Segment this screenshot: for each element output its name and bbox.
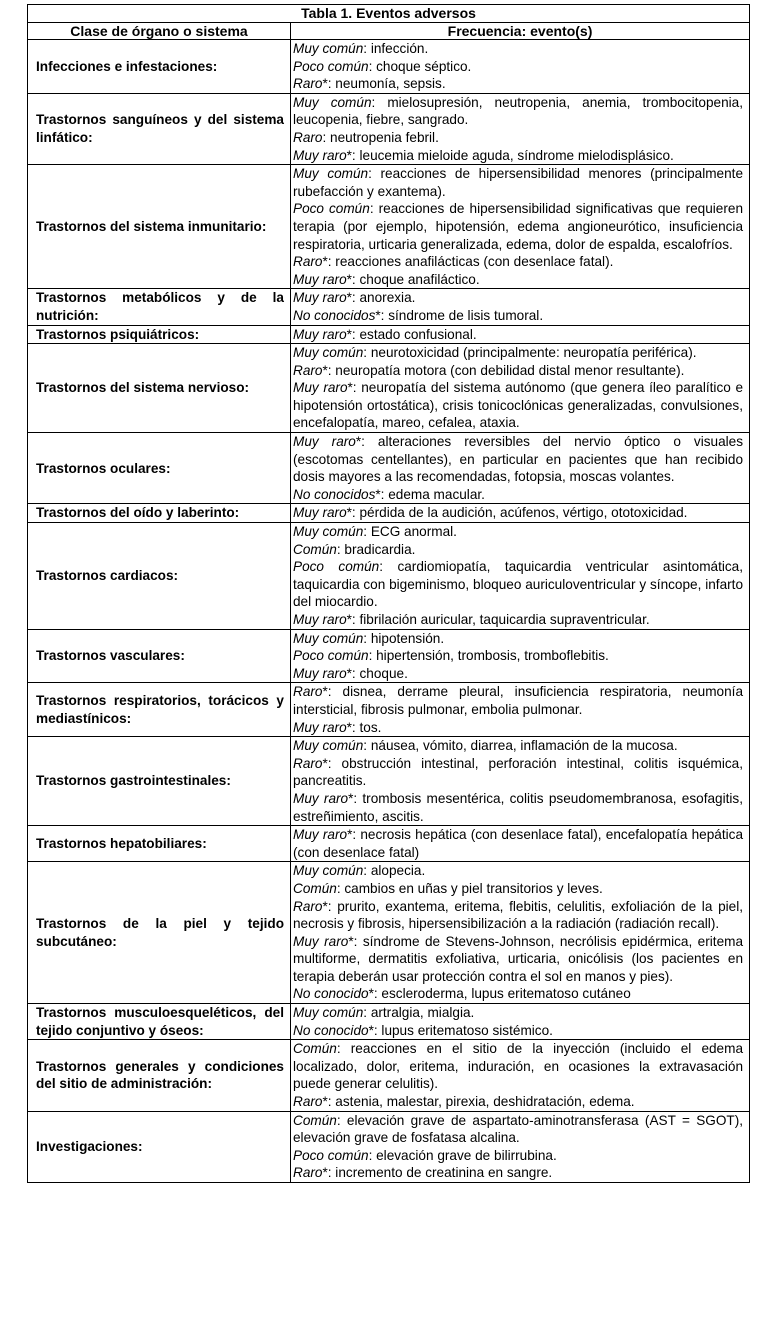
frequency-entry — [293, 755, 743, 790]
frequency-label: Raro — [293, 76, 323, 92]
frequency-entry — [293, 344, 743, 362]
frequency-cell — [291, 737, 750, 826]
frequency-entry — [293, 271, 743, 289]
frequency-entry — [293, 1040, 743, 1093]
event-list: : artralgia, mialgia. — [363, 1005, 475, 1021]
frequency-cell — [291, 40, 750, 94]
frequency-label: Muy común — [293, 41, 364, 56]
frequency-entry — [293, 1004, 743, 1022]
event-list: *: neuropatía motora (con debilidad distal menor resultante). — [322, 362, 685, 378]
frequency-label: Raro — [293, 254, 323, 270]
frequency-entry — [293, 880, 743, 898]
table-row — [28, 325, 750, 344]
frequency-label: Poco común — [293, 559, 380, 575]
frequency-cell — [291, 1004, 750, 1040]
organ-class-cell: Trastornos metabólicos y de la nutrición: — [28, 289, 291, 325]
table-row — [28, 504, 750, 523]
frequency-label: No conocidos — [293, 307, 376, 323]
event-list: : choque séptico. — [368, 58, 472, 74]
event-list: *: síndrome de lisis tumoral. — [375, 307, 544, 323]
event-list: : neurotoxicidad (principalmente: neuropatía periférica). — [363, 345, 697, 361]
frequency-label: Común — [293, 1041, 337, 1057]
frequency-entry — [293, 790, 743, 825]
frequency-entry — [293, 985, 743, 1003]
table-row — [28, 683, 750, 737]
table-row — [28, 826, 750, 862]
event-list: *: necrosis hepática (con desenlace fatal), encefalopatía hepática (con desenlace fatal) — [293, 827, 744, 860]
organ-class-cell: Trastornos gastrointestinales: — [28, 737, 291, 826]
organ-class-cell: Trastornos del sistema nervioso: — [28, 344, 291, 433]
table-row — [28, 40, 750, 94]
event-list: : reacciones de hipersensibilidad significativas que requieren terapia (por ejemplo, hipotensión, edema angioneurótico, insuficiencia respiratoria, urticaria generalizada, edema, dolor de espalda, escalofríos. — [293, 201, 744, 252]
frequency-label: Muy raro — [293, 290, 347, 306]
organ-class-cell: Trastornos oculares: — [28, 433, 291, 504]
frequency-cell — [291, 325, 750, 344]
event-list: *: trombosis mesentérica, colitis pseudomembranosa, esofagitis, estreñimiento, ascitis. — [293, 790, 743, 824]
frequency-label: Común — [293, 1112, 337, 1128]
frequency-label: Raro — [293, 129, 323, 145]
event-list: : mielosupresión, neutropenia, anemia, trombocitopenia, leucopenia, fiebre, sangrado. — [293, 94, 744, 128]
table-row — [28, 737, 750, 826]
event-list: *: incremento de creatinina en sangre. — [322, 1165, 553, 1181]
frequency-cell — [291, 826, 750, 862]
frequency-label: Muy raro — [293, 271, 347, 287]
frequency-entry — [293, 898, 743, 933]
frequency-label: Muy común — [293, 524, 364, 540]
event-list: *: choque anafiláctico. — [346, 271, 480, 287]
organ-class-cell: Trastornos respiratorios, torácicos y mediastínicos: — [28, 683, 291, 737]
event-list: *: escleroderma, lupus eritematoso cutáneo — [368, 986, 631, 1002]
event-list: *: neuropatía del sistema autónomo (que genera íleo paralítico e hipotensión ortostática), crisis tonicoclónicas generalizadas, convulsiones, encefalopatía, mareo, cefalea, ataxia. — [293, 380, 744, 431]
frequency-entry — [293, 58, 743, 76]
event-list: : hipotensión. — [363, 630, 445, 646]
column-header-category: Clase de órgano o sistema — [28, 23, 291, 40]
frequency-cell — [291, 504, 750, 523]
frequency-label: Poco común — [293, 1147, 369, 1163]
frequency-entry — [293, 665, 743, 683]
event-list: *: astenia, malestar, pirexia, deshidratación, edema. — [322, 1094, 635, 1110]
frequency-cell — [291, 523, 750, 630]
event-list: *: prurito, exantema, eritema, flebitis, celulitis, exfoliación de la piel, necrosis y fibrosis, hipersensibilización a la radiación (radiación recall). — [293, 898, 744, 932]
frequency-label: Muy raro — [293, 719, 347, 735]
frequency-entry — [293, 1164, 743, 1182]
frequency-entry — [293, 719, 743, 737]
table-row — [28, 1111, 750, 1182]
frequency-entry — [293, 1093, 743, 1111]
frequency-entry — [293, 129, 743, 147]
frequency-entry — [293, 486, 743, 504]
table-title-row — [28, 5, 750, 23]
frequency-entry — [293, 253, 743, 271]
frequency-cell — [291, 1111, 750, 1182]
frequency-label: No conocido — [293, 1022, 369, 1038]
organ-class-cell: Trastornos cardiacos: — [28, 523, 291, 630]
frequency-label: Raro — [293, 898, 323, 914]
organ-class-cell: Trastornos de la piel y tejido subcutáneo: — [28, 862, 291, 1004]
event-list: *: síndrome de Stevens-Johnson, necrólisis epidérmica, eritema multiforme, dermatitis exfoliativa, urticaria, onicólisis (los pacientes en terapia deberán usar protección contra el sol en manos y pies). — [293, 933, 744, 984]
frequency-entry — [293, 826, 743, 861]
frequency-label: Raro — [293, 362, 323, 378]
frequency-entry — [293, 379, 743, 432]
event-list: *: alteraciones reversibles del nervio óptico o visuales (escotomas centellantes), en particular en pacientes que han recibido dosis mayores a las recomendadas, fotopsia, moscas volantes. — [293, 434, 744, 485]
table-row — [28, 1004, 750, 1040]
event-list: *: neumonía, sepsis. — [322, 76, 446, 92]
event-list: *: pérdida de la audición, acúfenos, vértigo, ototoxicidad. — [346, 505, 688, 521]
frequency-cell — [291, 629, 750, 683]
table-row — [28, 165, 750, 289]
frequency-label: Muy común — [293, 863, 364, 879]
organ-class-cell: Trastornos del sistema inmunitario: — [28, 165, 291, 289]
frequency-label: Muy raro — [293, 827, 348, 843]
frequency-entry — [293, 307, 743, 325]
event-list: : infección. — [363, 41, 429, 56]
frequency-entry — [293, 1147, 743, 1165]
frequency-entry — [293, 630, 743, 648]
frequency-label: Poco común — [293, 58, 369, 74]
frequency-label: Muy raro — [293, 380, 348, 396]
frequency-entry — [293, 558, 743, 611]
organ-class-cell: Trastornos vasculares: — [28, 629, 291, 683]
adverse-events-table — [27, 4, 750, 1183]
event-list: *: obstrucción intestinal, perforación intestinal, colitis isquémica, pancreatitis. — [293, 755, 744, 789]
frequency-entry — [293, 94, 743, 129]
frequency-cell — [291, 93, 750, 164]
frequency-label: Común — [293, 880, 337, 896]
event-list: : cardiomiopatía, taquicardia ventricular asintomática, taquicardia con bigeminismo, bloqueo auriculoventricular y síncope, infarto del miocardio. — [293, 559, 744, 610]
table-title: Tabla 1. Eventos adversos — [28, 5, 750, 23]
frequency-entry — [293, 1112, 743, 1147]
table-row — [28, 289, 750, 325]
frequency-entry — [293, 541, 743, 559]
organ-class-cell: Trastornos del oído y laberinto: — [28, 504, 291, 523]
frequency-entry — [293, 200, 743, 253]
frequency-entry — [293, 504, 743, 522]
frequency-label: Muy común — [293, 94, 372, 110]
frequency-cell — [291, 165, 750, 289]
frequency-label: Muy común — [293, 630, 364, 646]
organ-class-cell: Trastornos hepatobiliares: — [28, 826, 291, 862]
frequency-entry — [293, 1022, 743, 1040]
table-row — [28, 629, 750, 683]
frequency-cell — [291, 1040, 750, 1111]
organ-class-cell: Infecciones e infestaciones: — [28, 40, 291, 94]
frequency-label: Muy común — [293, 1005, 364, 1021]
table-header-row — [28, 23, 750, 40]
organ-class-cell: Investigaciones: — [28, 1111, 291, 1182]
frequency-entry — [293, 326, 743, 344]
frequency-cell — [291, 433, 750, 504]
event-list: : bradicardia. — [336, 541, 416, 557]
frequency-entry — [293, 165, 743, 200]
frequency-label: Raro — [293, 684, 323, 700]
frequency-cell — [291, 289, 750, 325]
frequency-cell — [291, 683, 750, 737]
event-list: *: anorexia. — [346, 290, 416, 306]
frequency-label: No conocidos — [293, 486, 376, 502]
table-row — [28, 433, 750, 504]
frequency-label: Poco común — [293, 648, 369, 664]
table-row — [28, 1040, 750, 1111]
frequency-entry — [293, 75, 743, 93]
frequency-entry — [293, 40, 743, 58]
table-row — [28, 344, 750, 433]
frequency-entry — [293, 147, 743, 165]
event-list: : alopecia. — [363, 863, 426, 879]
organ-class-cell: Trastornos sanguíneos y del sistema linfático: — [28, 93, 291, 164]
organ-class-cell: Trastornos musculoesqueléticos, del tejido conjuntivo y óseos: — [28, 1004, 291, 1040]
frequency-label: Muy raro — [293, 147, 347, 163]
event-list: : reacciones de hipersensibilidad menores (principalmente rubefacción y exantema). — [293, 166, 744, 199]
table-body — [28, 40, 750, 1183]
frequency-label: Muy raro — [293, 434, 356, 450]
event-list: : cambios en uñas y piel transitorios y leves. — [336, 880, 603, 896]
event-list: *: fibrilación auricular, taquicardia supraventricular. — [346, 612, 650, 627]
frequency-label: Muy raro — [293, 505, 347, 521]
event-list: : ECG anormal. — [363, 524, 457, 540]
organ-class-cell: Trastornos psiquiátricos: — [28, 325, 291, 344]
table-row — [28, 523, 750, 630]
frequency-label: Muy común — [293, 738, 364, 754]
event-list: *: choque. — [346, 665, 408, 681]
event-list: *: leucemia mieloide aguda, síndrome mielodisplásico. — [346, 147, 674, 163]
table-row — [28, 862, 750, 1004]
event-list: : reacciones en el sitio de la inyección (incluido el edema localizado, dolor, eritema, induración, en ocasiones la extravasación puede generar celulitis). — [293, 1041, 744, 1092]
event-list: : neutropenia febril. — [322, 129, 439, 145]
frequency-entry — [293, 737, 743, 755]
event-list: : elevación grave de bilirrubina. — [368, 1147, 557, 1163]
frequency-label: No conocido — [293, 986, 369, 1002]
column-header-frequency: Frecuencia: evento(s) — [291, 23, 750, 40]
frequency-entry — [293, 683, 743, 718]
frequency-label: Muy común — [293, 345, 364, 361]
event-list: *: lupus eritematoso sistémico. — [368, 1022, 553, 1038]
table-row — [28, 93, 750, 164]
frequency-cell — [291, 862, 750, 1004]
event-list: : elevación grave de aspartato-aminotransferasa (AST = SGOT), elevación grave de fosfatasa alcalina. — [293, 1112, 744, 1146]
frequency-label: Raro — [293, 755, 323, 771]
frequency-entry — [293, 362, 743, 380]
frequency-entry — [293, 611, 743, 629]
event-list: *: disnea, derrame pleural, insuficiencia respiratoria, neumonía intersticial, fibrosis pulmonar, embolia pulmonar. — [293, 684, 744, 717]
frequency-entry — [293, 862, 743, 880]
frequency-label: Muy raro — [293, 326, 347, 342]
frequency-entry — [293, 647, 743, 665]
event-list: : hipertensión, trombosis, tromboflebitis. — [368, 648, 609, 664]
frequency-label: Común — [293, 541, 337, 557]
frequency-label: Poco común — [293, 201, 370, 217]
frequency-cell — [291, 344, 750, 433]
event-list: *: estado confusional. — [346, 326, 477, 342]
frequency-label: Muy raro — [293, 612, 347, 627]
frequency-label: Raro — [293, 1094, 323, 1110]
frequency-label: Raro — [293, 1165, 323, 1181]
frequency-entry — [293, 523, 743, 541]
frequency-label: Muy común — [293, 166, 369, 182]
frequency-entry — [293, 433, 743, 486]
organ-class-cell: Trastornos generales y condiciones del sitio de administración: — [28, 1040, 291, 1111]
event-list: *: tos. — [346, 719, 382, 735]
frequency-label: Muy raro — [293, 665, 347, 681]
frequency-label: Muy raro — [293, 790, 349, 806]
frequency-entry — [293, 933, 743, 986]
event-list: *: reacciones anafilácticas (con desenlace fatal). — [322, 254, 614, 270]
frequency-label: Muy raro — [293, 933, 349, 949]
event-list: : náusea, vómito, diarrea, inflamación de la mucosa. — [363, 738, 678, 754]
frequency-entry — [293, 289, 743, 307]
event-list: *: edema macular. — [375, 486, 485, 502]
